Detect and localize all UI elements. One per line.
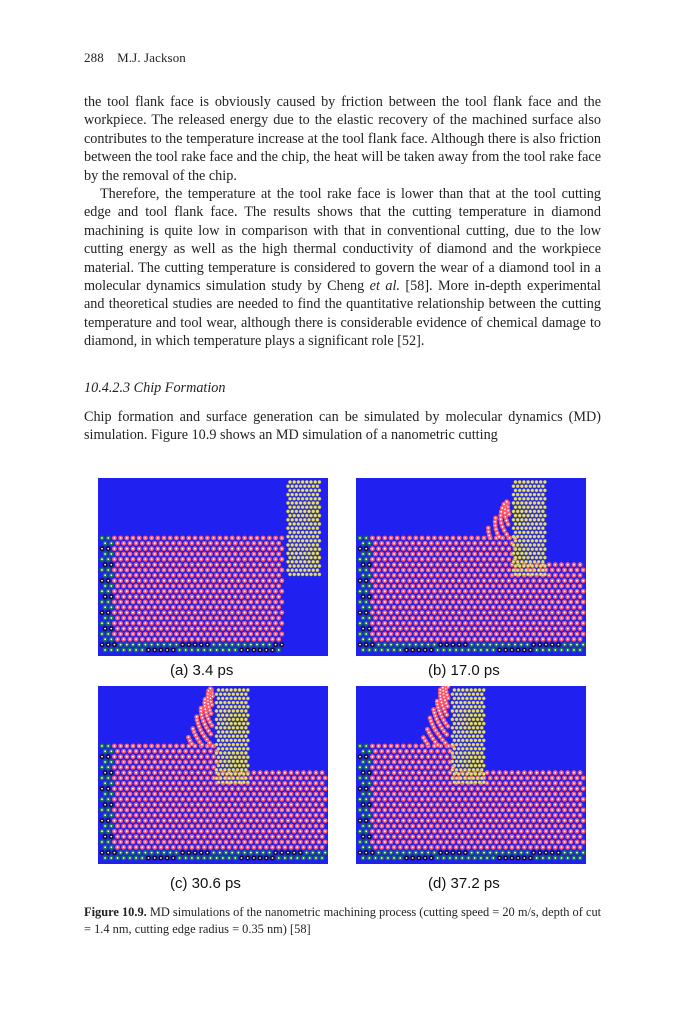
panel-label-c: (c) 30.6 ps [170,875,241,892]
diamond-tool [451,688,486,784]
paragraph-2-part-1: Therefore, the temperature at the tool rake face is lower than that at the tool cutting edge and tool flank face. The results shows that the cutting temperature in diamond machining is quite low in comparison with that in conventional cutting, due to the low cutting energy as well as the high thermal conductivity of diamond and the workpiece material. The cutting temperature is considered to govern the wear of a diamond tool in a molecular dynamics simulation study by Cheng [84,186,601,295]
running-author: M.J. Jackson [117,50,186,65]
md-panel-d [356,686,586,864]
figure-caption-label: Figure 10.9. [84,905,147,919]
diamond-tool [215,688,250,784]
panel-label-b: (b) 17.0 ps [428,662,500,679]
paragraph-3: Chip formation and surface generation can be simulated by molecular dynamics (MD) simulation. Figure 10.9 shows an MD simulation of a nanometric cutting [84,409,601,444]
body-text-bottom [84,408,601,445]
figure-caption-text: MD simulations of the nanometric machining process (cutting speed = 20 m/s, depth of cut = 1.4 nm, cutting edge radius = 0.35 nm) [58] [84,905,602,936]
paragraph-1: the tool flank face is obviously caused by friction between the tool flank face and the workpiece. The released energy due to the elastic recovery of the machined surface also contributes to the temperature increase at the tool flank face. Although there is also friction between the tool rake face and the chip, the heat will be taken away from the tool rake face by the removal of the chip. [84,94,601,184]
paragraph-2 [84,185,601,351]
md-panel-b [356,478,586,656]
et-al-italic: et al. [369,278,400,295]
md-simulation-d [356,686,586,864]
md-simulation-a [98,478,328,656]
md-simulation-b [356,478,586,656]
paragraph-2-part-2: [58]. More in-depth experimental and theoretical studies are needed to find the quantitative relationship between the cutting temperature and tool wear, although there is considerable evidence of chemical damage to diamond, in which temperature plays a significant role [52]. [84,278,601,350]
diamond-tool [286,480,321,576]
figure-caption [84,904,604,937]
md-simulation-c [98,686,328,864]
page-header [84,50,186,66]
md-panel-c [98,686,328,864]
md-panel-a [98,478,328,656]
section-heading: 10.4.2.3 Chip Formation [84,380,226,396]
page-number: 288 [84,50,104,65]
panel-label-d: (d) 37.2 ps [428,875,500,892]
simulation-background [356,478,586,656]
diamond-tool [512,480,547,576]
figure-10-9 [98,478,590,898]
panel-label-a: (a) 3.4 ps [170,662,234,679]
body-text-top [84,93,601,351]
